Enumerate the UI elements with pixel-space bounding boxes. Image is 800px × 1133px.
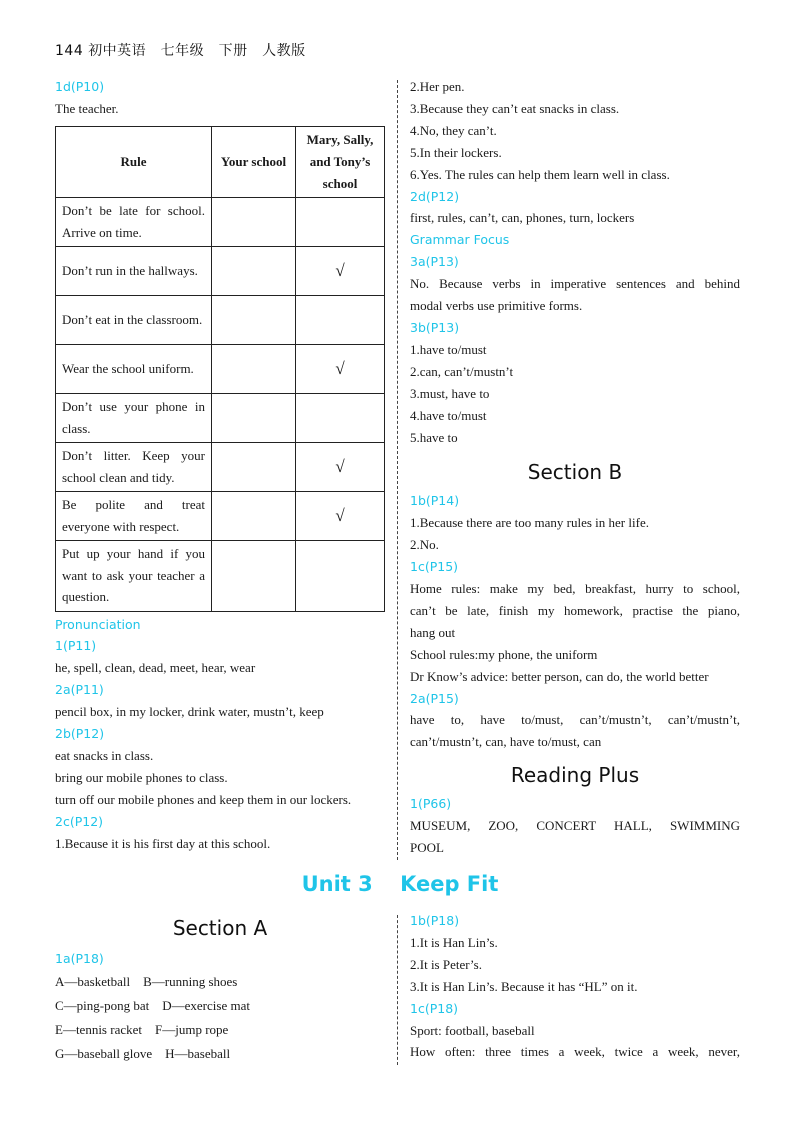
- answer-line: POOL: [410, 840, 444, 856]
- answer-line: 3.must, have to: [410, 385, 490, 401]
- table-row: [56, 393, 385, 442]
- answer-line: pencil box, in my locker, drink water, mustn’t, keep: [55, 704, 324, 720]
- section-b-heading: Section B: [527, 460, 623, 485]
- your-school-cell: [212, 344, 296, 393]
- answer-line: he, spell, clean, dead, meet, hear, wear: [55, 660, 256, 676]
- exercise-tag: 1(P66): [410, 796, 452, 812]
- answer-line: MUSEUM, ZOO, CONCERT HALL, SWIMMING: [410, 818, 740, 834]
- unit-number: Unit 3: [301, 872, 373, 896]
- answer-line: bring our mobile phones to class.: [55, 769, 228, 785]
- answer-line: 5.have to: [410, 429, 458, 445]
- your-school-cell: [212, 393, 296, 442]
- column-divider: [397, 80, 398, 860]
- answer-line: 4.have to/must: [410, 407, 487, 423]
- answer-line: 1.It is Han Lin’s.: [410, 934, 498, 950]
- exercise-tag: 2d(P12): [410, 188, 460, 204]
- answer-line: No. Because verbs in imperative sentences and behind: [410, 276, 740, 292]
- answer-line: How often: three times a week, twice a week, never,: [410, 1044, 740, 1060]
- section-heading-grammar: Grammar Focus: [410, 232, 510, 248]
- answer-line: can’t be late, finish my homework, practise the piano,: [410, 602, 740, 618]
- page-header: [55, 40, 306, 60]
- answer-line: 2.It is Peter’s.: [410, 956, 482, 972]
- left-column: [55, 76, 385, 855]
- answer-line: C—ping-pong bat D—exercise mat: [55, 997, 250, 1013]
- answer-line: 5.In their lockers.: [410, 144, 502, 160]
- check-cell: [296, 540, 385, 611]
- table-row: [56, 491, 385, 540]
- answer-line: 6.Yes. The rules can help them learn well in class.: [410, 166, 670, 182]
- check-cell: √: [296, 491, 385, 540]
- table-row: [56, 295, 385, 344]
- unit3-right-column: [410, 910, 740, 1063]
- answer-line: 1.Because it is his first day at this school.: [55, 835, 271, 851]
- answer-line: 2.can, can’t/mustn’t: [410, 363, 514, 379]
- rule-cell: Don’t be late for school. Arrive on time.: [56, 197, 212, 246]
- exercise-tag: 2a(P11): [55, 682, 104, 698]
- exercise-tag: 1c(P15): [410, 559, 459, 575]
- table-row: [56, 540, 385, 611]
- answer-line: Home rules: make my bed, breakfast, hurry to school,: [410, 581, 740, 597]
- answer-line: A—basketball B—running shoes: [55, 973, 238, 989]
- check-cell: √: [296, 344, 385, 393]
- exercise-tag: 1d(P10): [55, 79, 105, 94]
- unit-name: Keep Fit: [400, 872, 499, 896]
- check-cell: [296, 295, 385, 344]
- exercise-tag: 1c(P18): [410, 1000, 459, 1016]
- answer-line: 1.have to/must: [410, 341, 487, 357]
- answer-line: Dr Know’s advice: better person, can do, the world better: [410, 668, 709, 684]
- answer-line: 2.No.: [410, 537, 439, 553]
- your-school-cell: [212, 295, 296, 344]
- unit-title: [0, 872, 800, 896]
- reading-plus-heading: Reading Plus: [510, 763, 640, 788]
- rule-cell: Don’t run in the hallways.: [56, 246, 212, 295]
- check-cell: [296, 393, 385, 442]
- book-title: 初中英语 七年级 下册 人教版: [88, 43, 306, 59]
- your-school-cell: [212, 540, 296, 611]
- rule-cell: Don’t use your phone in class.: [56, 393, 212, 442]
- answer-line: first, rules, can’t, can, phones, turn, lockers: [410, 210, 635, 226]
- exercise-tag: 1b(P14): [410, 493, 460, 509]
- exercise-tag: 1(P11): [55, 638, 97, 654]
- check-cell: √: [296, 442, 385, 491]
- header-mst-school: Mary, Sally, and Tony’s school: [296, 126, 385, 197]
- rule-cell: Don’t litter. Keep your school clean and tidy.: [56, 442, 212, 491]
- section-heading-pronunciation: Pronunciation: [55, 616, 141, 632]
- answer-line: 4.No, they can’t.: [410, 122, 497, 138]
- rule-cell: Put up your hand if you want to ask your teacher a question.: [56, 540, 212, 611]
- page-number: 144: [55, 43, 84, 59]
- exercise-tag: 3b(P13): [410, 319, 460, 335]
- column-divider: [397, 915, 398, 1065]
- exercise-tag: 2c(P12): [55, 813, 104, 829]
- table-header-row: [56, 126, 385, 197]
- answer-line: Sport: football, baseball: [410, 1022, 535, 1038]
- answer-line: can’t/mustn’t, can, have to/must, can: [410, 734, 602, 750]
- answer-line: turn off our mobile phones and keep them in our lockers.: [55, 791, 352, 807]
- exercise-tag: 1b(P18): [410, 913, 460, 928]
- header-rule: Rule: [56, 126, 212, 197]
- table-row: [56, 246, 385, 295]
- rules-table: [55, 126, 385, 612]
- unit3-left-column: [55, 910, 385, 1066]
- answer-line: The teacher.: [55, 100, 119, 116]
- check-cell: [296, 197, 385, 246]
- answer-line: G—baseball glove H—baseball: [55, 1045, 231, 1061]
- table-row: [56, 197, 385, 246]
- answer-line: 2.Her pen.: [410, 79, 465, 94]
- your-school-cell: [212, 246, 296, 295]
- rule-cell: Don’t eat in the classroom.: [56, 295, 212, 344]
- answer-line: School rules:my phone, the uniform: [410, 646, 598, 662]
- answer-line: modal verbs use primitive forms.: [410, 298, 583, 314]
- exercise-tag: 2a(P15): [410, 690, 459, 706]
- rule-cell: Be polite and treat everyone with respect.: [56, 491, 212, 540]
- your-school-cell: [212, 442, 296, 491]
- exercise-tag: 3a(P13): [410, 254, 459, 270]
- answer-line: hang out: [410, 624, 456, 640]
- right-column: [410, 76, 740, 859]
- answer-line: 3.It is Han Lin’s. Because it has “HL” on it.: [410, 978, 638, 994]
- check-cell: √: [296, 246, 385, 295]
- exercise-tag: 2b(P12): [55, 726, 105, 742]
- answer-line: 1.Because there are too many rules in her life.: [410, 515, 649, 531]
- answer-line: eat snacks in class.: [55, 747, 154, 763]
- table-row: [56, 442, 385, 491]
- your-school-cell: [212, 491, 296, 540]
- section-a-heading: Section A: [172, 916, 268, 940]
- exercise-tag: 1a(P18): [55, 951, 104, 966]
- your-school-cell: [212, 197, 296, 246]
- rule-cell: Wear the school uniform.: [56, 344, 212, 393]
- answer-line: have to, have to/must, can’t/mustn’t, can’t/mustn’t,: [410, 712, 740, 728]
- header-your-school: Your school: [212, 126, 296, 197]
- answer-line: 3.Because they can’t eat snacks in class.: [410, 100, 620, 116]
- answer-line: E—tennis racket F—jump rope: [55, 1021, 229, 1037]
- table-row: [56, 344, 385, 393]
